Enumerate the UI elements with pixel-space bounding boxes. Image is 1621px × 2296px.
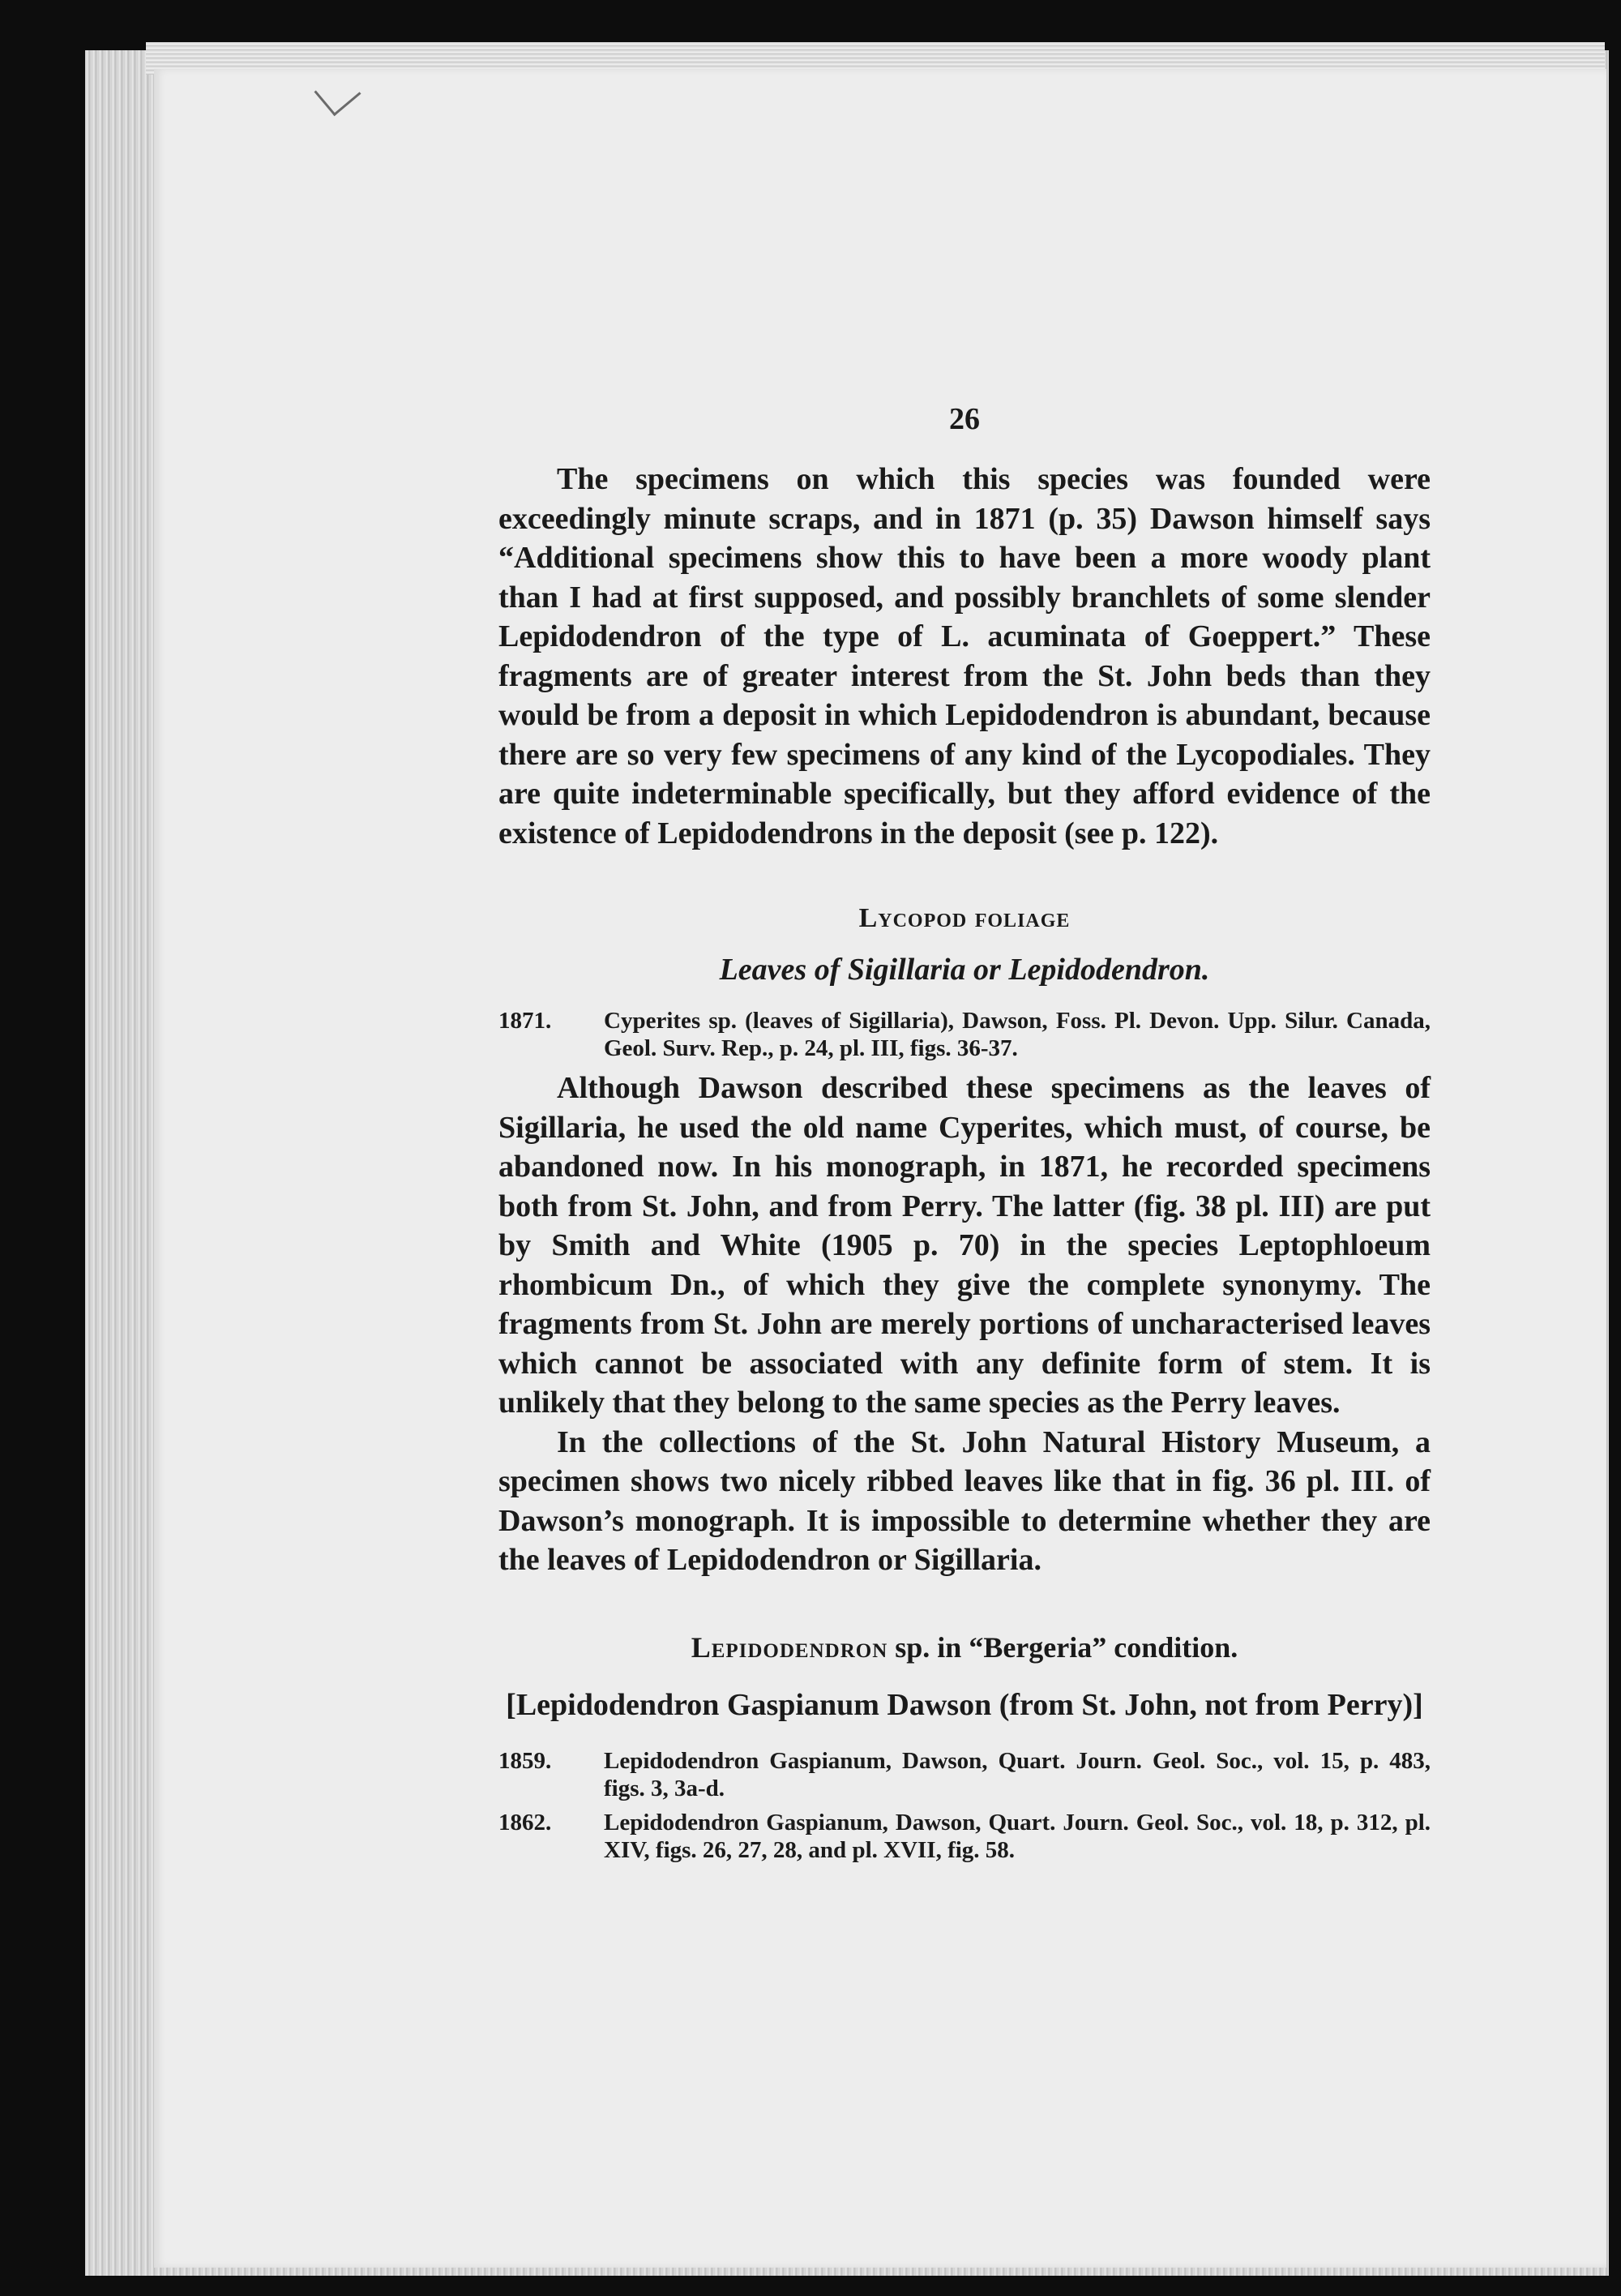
reference-text: Lepidodendron Gaspianum, Dawson, Quart. Journ. Geol. Soc., vol. 18, p. 312, pl. XIV, figs. 26, 27, 28, and pl. XVII, fig. 58. — [604, 1809, 1431, 1863]
reference-year: 1859. — [498, 1747, 552, 1774]
page-number: 26 — [949, 402, 980, 436]
heading-small-caps: Lepidodendron — [691, 1630, 888, 1664]
reference-year: 1871. — [498, 1008, 552, 1034]
page-content — [498, 401, 1431, 1870]
reference-1862 — [498, 1809, 1431, 1864]
reference-1859 — [498, 1747, 1431, 1802]
reference-text: Lepidodendron Gaspianum, Dawson, Quart. Journ. Geol. Soc., vol. 15, p. 483, figs. 3, 3a-d. — [604, 1747, 1431, 1801]
section-heading-lycopod-foliage: Lycopod foliage — [858, 903, 1071, 933]
heading-rest: sp. in “Bergeria” condition. — [887, 1630, 1238, 1664]
reference-year: 1862. — [498, 1809, 552, 1836]
reference-text: Cyperites sp. (leaves of Sigillaria), Dawson, Foss. Pl. Devon. Upp. Silur. Canada, Geol. Surv. Rep., p. 24, pl. III, figs. 36-37. — [604, 1008, 1431, 1061]
bracket-title: [Lepidodendron Gaspianum Dawson (from St. John, not from Perry)] — [506, 1687, 1423, 1722]
section-subheading-leaves: Leaves of Sigillaria or Lepidodendron. — [719, 953, 1210, 987]
paragraph-natural-history-museum: In the collections of the St. John Natural History Museum, a specimen shows two nicely ribbed leaves like that in fig. 36 pl. III. of Dawson’s monograph. It is impossible to determine whether they are the leaves of Lepidodendron or Sigillaria. — [498, 1424, 1431, 1577]
reference-1871 — [498, 1007, 1431, 1062]
paragraph-dawson-described: Although Dawson described these specimens as the leaves of Sigillaria, he used the old name Cyperites, which must, of course, be abandoned now. In his monograph, in 1871, he recorded specimens both from St. John, and from Perry. The latter (fig. 38 pl. III) are put by Smith and White (1905 p. 70) in the species Leptophloeum rhombicum Dn., of which they give the complete synonymy. The fragments from St. John are merely portions of uncharacterised leaves which cannot be associated with any definite form of stem. It is unlikely that they belong to the same species as the Perry leaves. — [498, 1071, 1431, 1420]
section-heading-lepidodendron-bergeria — [498, 1630, 1431, 1664]
paragraph-specimens-minute-scraps: The specimens on which this species was founded were exceedingly minute scraps, and in 1871 (p. 35) Dawson himself says “Additional specimens show this to have been a more woody plant than I had at first supposed, and possibly branchlets of some slender Lepidodendron of the type of L. acuminata of Goeppert.” These fragments are of greater interest from the St. John beds than they would be from a deposit in which Lepidodendron is abundant, because there are so very few specimens of any kind of the Lycopodiales. They are quite indeterminable specifically, but they afford evidence of the existence of Lepidodendrons in the deposit (see p. 122). — [498, 462, 1431, 850]
